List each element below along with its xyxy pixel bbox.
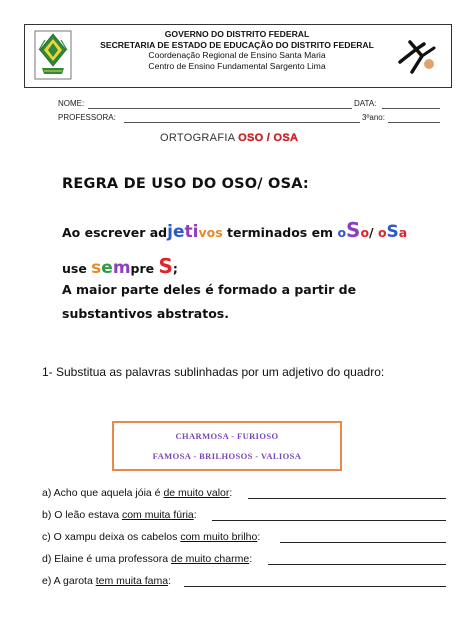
item-suffix: :	[229, 487, 233, 499]
letter-m-sempre: m	[112, 258, 131, 278]
header-line-school: Centro de Ensino Fundamental Sargento Lima	[148, 60, 326, 71]
exercise-item-a	[42, 487, 452, 501]
item-suffix: :	[168, 575, 171, 587]
word-ad: ad	[149, 225, 168, 240]
exercise-item-d	[42, 553, 452, 567]
letter-o-1: o	[337, 225, 347, 240]
letter-o-2: o	[360, 225, 370, 240]
header-line-government: GOVERNO DO DISTRITO FEDERAL	[164, 29, 310, 39]
answer-line[interactable]	[248, 498, 446, 499]
exercise-item-e	[42, 575, 452, 589]
rule-line-3: A maior parte deles é formado a partir de	[62, 282, 357, 297]
word-vos: vos	[198, 225, 223, 240]
letter-s-2: S	[386, 222, 399, 242]
header-line-coordination: Coordenação Regional de Ensino Santa Maria	[148, 50, 326, 60]
name-date-row	[58, 99, 440, 111]
item-prefix: c) O xampu deixa os cabelos	[42, 531, 181, 543]
item-suffix: :	[257, 531, 261, 543]
rule-line-1-start: Ao escrever	[62, 225, 150, 240]
item-prefix: a) Acho que aquela jóia é	[42, 487, 164, 499]
teacher-field[interactable]	[124, 122, 360, 123]
date-field[interactable]	[382, 108, 440, 109]
adjective-box	[112, 421, 342, 471]
item-text	[42, 509, 197, 521]
date-label: DATA:	[354, 99, 377, 108]
item-underlined: tem muita fama	[95, 575, 169, 587]
year-label: 3ºano:	[362, 113, 385, 122]
adjective-line-1: CHARMOSA - FURIOSO	[175, 431, 279, 441]
answer-line[interactable]	[280, 542, 446, 543]
word-je: je	[167, 222, 185, 242]
letter-a: a	[398, 225, 408, 240]
item-underlined: com muito brilho	[180, 531, 258, 543]
word-ti: ti	[184, 222, 199, 242]
letter-s-sempre: s	[91, 258, 102, 278]
teacher-year-row	[58, 113, 440, 125]
school-emblem-icon	[396, 38, 440, 78]
item-text	[42, 531, 260, 543]
header-line-secretariat: SECRETARIA DE ESTADO DE EDUCAÇÃO DO DISTRITO FEDERAL	[100, 39, 374, 50]
item-suffix: :	[193, 509, 197, 521]
year-field[interactable]	[388, 122, 440, 123]
letter-o-3: o	[377, 225, 387, 240]
word-pre: pre	[130, 261, 159, 276]
rule-line-1	[62, 218, 407, 242]
adjective-line-2: FAMOSA - BRILHOSOS - VALIOSA	[152, 451, 302, 461]
letter-s-1: S	[346, 218, 361, 242]
item-prefix: e) A garota	[42, 575, 96, 587]
item-text	[42, 487, 232, 499]
exercise-item-c	[42, 531, 452, 545]
item-prefix: b) O leão estava	[42, 509, 122, 521]
teacher-label: PROFESSORA:	[58, 113, 116, 122]
rule-line-4: substantivos abstratos.	[62, 306, 229, 321]
slash: /	[369, 225, 378, 240]
name-label: NOME:	[58, 99, 85, 108]
question-1: 1- Substitua as palavras sublinhadas por um adjetivo do quadro:	[42, 365, 385, 379]
answer-line[interactable]	[212, 520, 446, 521]
letter-big-s: S	[158, 254, 173, 278]
rule-line-2-end: ;	[172, 261, 178, 276]
item-prefix: d) Elaine é uma professora	[42, 553, 171, 565]
rule-line-2	[62, 254, 178, 278]
worksheet-subtitle	[160, 132, 298, 144]
rule-line-1-mid: terminados em	[222, 225, 338, 240]
item-suffix: :	[249, 553, 253, 565]
item-underlined: de muito valor	[163, 487, 230, 499]
item-underlined: de muito charme	[170, 553, 250, 565]
item-underlined: com muita fúria	[121, 509, 194, 521]
exercise-item-b	[42, 509, 452, 523]
df-coat-of-arms-icon	[34, 30, 72, 80]
subtitle-prefix: ORTOGRAFIA	[160, 132, 235, 144]
item-text	[42, 575, 171, 587]
answer-line[interactable]	[184, 586, 446, 587]
rule-title: REGRA DE USO DO OSO/ OSA:	[62, 176, 309, 192]
answer-line[interactable]	[268, 564, 446, 565]
name-field[interactable]	[88, 108, 352, 109]
letter-e-sempre: e	[101, 258, 113, 278]
rule-line-2-start: use	[62, 261, 92, 276]
subtitle-highlight: OSO / OSA	[238, 132, 299, 144]
header-text	[80, 29, 394, 71]
item-text	[42, 553, 252, 565]
